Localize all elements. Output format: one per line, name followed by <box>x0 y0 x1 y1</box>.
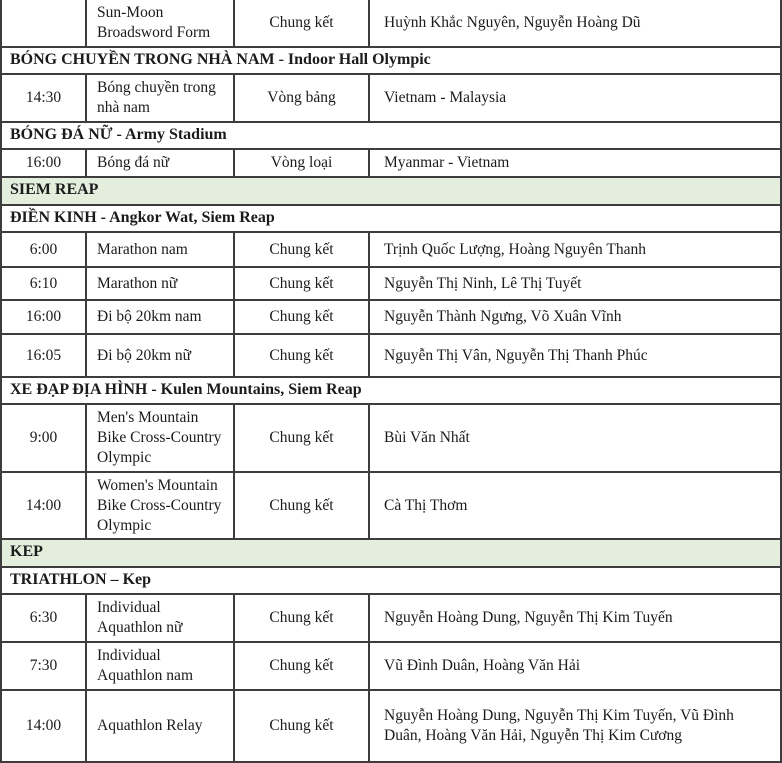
time-cell: 7:30 <box>1 642 86 690</box>
event-row <box>1 232 781 267</box>
round-cell: Chung kết <box>234 334 369 377</box>
venue-header-row <box>1 205 781 232</box>
event-cell: Marathon nam <box>86 232 234 267</box>
time-cell: 16:00 <box>1 300 86 334</box>
venue-header-label: BÓNG ĐÁ NỮ - Army Stadium <box>1 122 781 149</box>
time-cell: 16:05 <box>1 334 86 377</box>
athletes-cell: Huỳnh Khắc Nguyên, Nguyễn Hoàng Dũ <box>369 0 781 47</box>
time-cell: 16:00 <box>1 149 86 177</box>
event-cell: Đi bộ 20km nữ <box>86 334 234 377</box>
event-cell: Men's Mountain Bike Cross-Country Olympic <box>86 404 234 471</box>
round-cell: Chung kết <box>234 300 369 334</box>
event-cell: Individual Aquathlon nữ <box>86 594 234 642</box>
athletes-cell: Nguyễn Thị Vân, Nguyễn Thị Thanh Phúc <box>369 334 781 377</box>
event-row <box>1 334 781 377</box>
time-cell: 14:00 <box>1 472 86 539</box>
event-cell: Aquathlon Relay <box>86 690 234 762</box>
time-cell: 6:10 <box>1 267 86 300</box>
event-cell: Individual Aquathlon nam <box>86 642 234 690</box>
event-row <box>1 642 781 690</box>
venue-header-label: TRIATHLON – Kep <box>1 567 781 594</box>
venue-header-row <box>1 47 781 74</box>
round-cell: Chung kết <box>234 594 369 642</box>
time-cell: 14:30 <box>1 74 86 122</box>
venue-header-row <box>1 122 781 149</box>
venue-header-label: ĐIỀN KINH - Angkor Wat, Siem Reap <box>1 205 781 232</box>
athletes-cell: Bùi Văn Nhất <box>369 404 781 471</box>
athletes-cell: Vũ Đình Duân, Hoàng Văn Hải <box>369 642 781 690</box>
round-cell: Chung kết <box>234 472 369 539</box>
athletes-cell: Nguyễn Hoàng Dung, Nguyễn Thị Kim Tuyến <box>369 594 781 642</box>
city-header-row <box>1 177 781 204</box>
time-cell: 6:00 <box>1 232 86 267</box>
venue-header-row <box>1 567 781 594</box>
city-header-label: SIEM REAP <box>1 177 781 204</box>
event-row <box>1 300 781 334</box>
time-cell: 6:30 <box>1 594 86 642</box>
event-cell: Marathon nữ <box>86 267 234 300</box>
event-row <box>1 690 781 762</box>
round-cell: Chung kết <box>234 0 369 47</box>
venue-header-label: BÓNG CHUYỀN TRONG NHÀ NAM - Indoor Hall Olympic <box>1 47 781 74</box>
city-header-row <box>1 539 781 566</box>
event-cell: Women's Mountain Bike Cross-Country Olympic <box>86 472 234 539</box>
event-cell: Đi bộ 20km nam <box>86 300 234 334</box>
event-cell: Bóng đá nữ <box>86 149 234 177</box>
event-row <box>1 149 781 177</box>
schedule-body <box>1 0 781 762</box>
athletes-cell: Vietnam - Malaysia <box>369 74 781 122</box>
round-cell: Chung kết <box>234 232 369 267</box>
event-row <box>1 0 781 47</box>
round-cell: Chung kết <box>234 690 369 762</box>
time-cell: 9:00 <box>1 404 86 471</box>
round-cell: Chung kết <box>234 267 369 300</box>
event-cell: Sun-Moon Broadsword Form <box>86 0 234 47</box>
athletes-cell: Nguyễn Thành Ngưng, Võ Xuân Vĩnh <box>369 300 781 334</box>
athletes-cell: Nguyễn Hoàng Dung, Nguyễn Thị Kim Tuyến, Vũ Đình Duân, Hoàng Văn Hải, Nguyễn Thị Kim Cương <box>369 690 781 762</box>
athletes-cell: Nguyễn Thị Ninh, Lê Thị Tuyết <box>369 267 781 300</box>
event-cell: Bóng chuyền trong nhà nam <box>86 74 234 122</box>
city-header-label: KEP <box>1 539 781 566</box>
event-row <box>1 472 781 539</box>
round-cell: Vòng bảng <box>234 74 369 122</box>
event-row <box>1 404 781 471</box>
time-cell: 14:00 <box>1 690 86 762</box>
event-row <box>1 594 781 642</box>
venue-header-row <box>1 377 781 404</box>
round-cell: Chung kết <box>234 642 369 690</box>
round-cell: Chung kết <box>234 404 369 471</box>
event-row <box>1 74 781 122</box>
event-row <box>1 267 781 300</box>
time-cell <box>1 0 86 47</box>
athletes-cell: Myanmar - Vietnam <box>369 149 781 177</box>
venue-header-label: XE ĐẠP ĐỊA HÌNH - Kulen Mountains, Siem Reap <box>1 377 781 404</box>
athletes-cell: Trịnh Quốc Lượng, Hoàng Nguyên Thanh <box>369 232 781 267</box>
round-cell: Vòng loại <box>234 149 369 177</box>
athletes-cell: Cà Thị Thơm <box>369 472 781 539</box>
